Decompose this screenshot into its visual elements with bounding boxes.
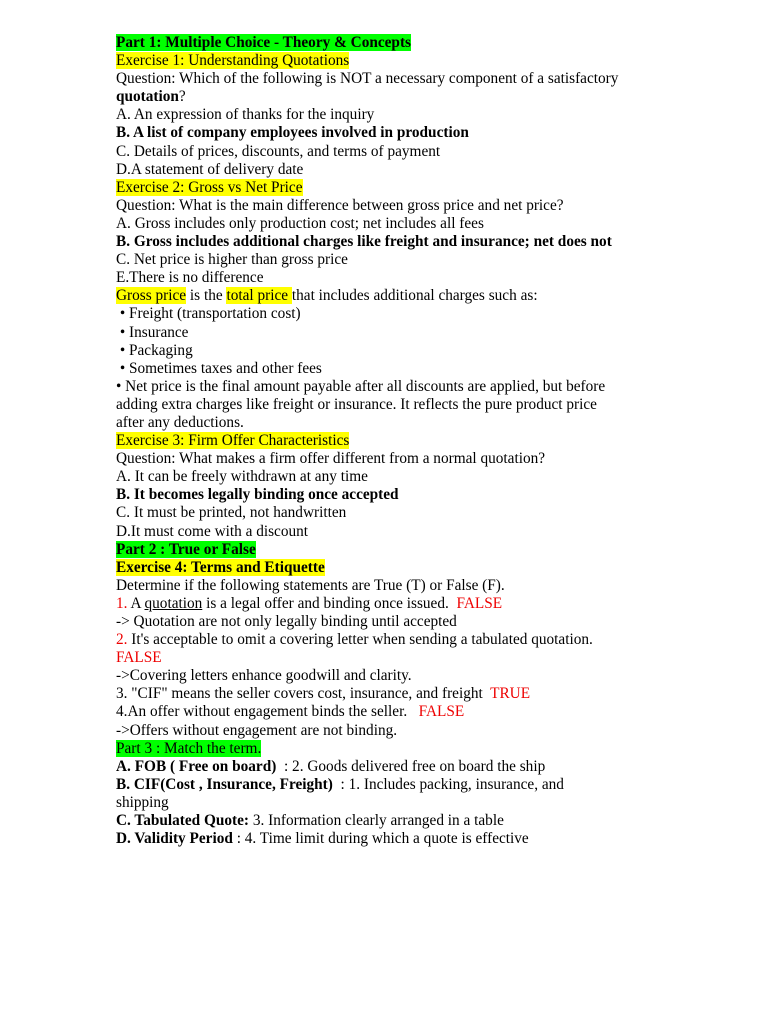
exercise2-question: Question: What is the main difference between gross price and net price? (116, 196, 564, 214)
exercise4-title: Exercise 4: Terms and Etiquette (116, 558, 325, 576)
exercise2-title: Exercise 2: Gross vs Net Price (116, 178, 303, 196)
exercise1-title: Exercise 1: Understanding Quotations (116, 52, 350, 70)
statement-2-explanation: ->Covering letters enhance goodwill and clarity. (116, 667, 412, 685)
exercise3-option-a: A. It can be freely withdrawn at any time (116, 468, 368, 486)
statement-3-answer: TRUE (490, 685, 531, 703)
exercise2-heading (116, 179, 646, 197)
statement-3-text: 3. "CIF" means the seller covers cost, insurance, and freight (116, 685, 491, 703)
statement-1-number: 1. (116, 594, 128, 612)
total-price-term: total price (226, 287, 292, 305)
document-body (116, 34, 646, 848)
gross-price-note (116, 287, 646, 305)
question-text: Question: Which of the following is NOT a necessary component of a satisfactory (116, 70, 619, 88)
exercise3-heading (116, 432, 646, 450)
statement-4-answer: FALSE (418, 703, 465, 721)
exercise1-option-a: A. An expression of thanks for the inquiry (116, 106, 375, 124)
match-item-d (116, 830, 646, 848)
exercise1-heading (116, 52, 646, 70)
statement-2-number: 2. (116, 631, 128, 649)
statement-2-text: It's acceptable to omit a covering letter when sending a tabulated quotation. (127, 631, 593, 649)
match-term-c: C. Tabulated Quote: (116, 812, 250, 830)
part2-title: Part 2 : True or False (116, 540, 256, 558)
statement-1 (116, 595, 646, 613)
exercise1-option-d: D.A statement of delivery date (116, 160, 304, 178)
bullet-insurance: • Insurance (116, 323, 189, 341)
statement-1-pre: A (127, 594, 145, 612)
net-price-note: • Net price is the final amount payable after all discounts are applied, but before adding extra charges like freight or insurance. It reflects the pure product price after any deductions. (116, 377, 606, 431)
exercise3-title: Exercise 3: Firm Offer Characteristics (116, 432, 350, 450)
match-term-d: D. Validity Period (116, 830, 233, 848)
match-definition-a: : 2. Goods delivered free on board the ship (276, 757, 546, 775)
match-term-b: B. CIF(Cost , Insurance, Freight) (116, 775, 333, 793)
statement-4 (116, 703, 646, 721)
statement-1-explanation: -> Quotation are not only legally binding until accepted (116, 613, 457, 630)
exercise3-option-d: D.It must come with a discount (116, 522, 309, 540)
statement-3 (116, 685, 646, 703)
question-mark: ? (178, 88, 186, 106)
exercise2-option-e: E.There is no difference (116, 269, 264, 287)
match-item-a (116, 758, 646, 776)
part1-title: Part 1: Multiple Choice - Theory & Concepts (116, 34, 411, 51)
exercise2-option-c: C. Net price is higher than gross price (116, 251, 348, 269)
exercise3-question: Question: What makes a firm offer different from a normal quotation? (116, 450, 546, 468)
match-definition-d: : 4. Time limit during which a quote is effective (232, 830, 529, 848)
bullet-freight: • Freight (transportation cost) (116, 305, 301, 323)
part2-heading (116, 541, 646, 559)
exercise1-option-b-answer: B. A list of company employees involved in production (116, 124, 469, 142)
exercise1-option-c: C. Details of prices, discounts, and terms of payment (116, 142, 441, 160)
question-keyword: quotation (116, 88, 179, 106)
statement-4-explanation: ->Offers without engagement are not binding. (116, 721, 398, 739)
match-definition-b: : 1. Includes packing, insurance, and shipping (116, 775, 568, 811)
exercise3-option-c: C. It must be printed, not handwritten (116, 504, 347, 522)
exercise4-instructions: Determine if the following statements are True (T) or False (F). (116, 576, 505, 594)
match-item-c (116, 812, 646, 830)
match-term-a: A. FOB ( Free on board) (116, 757, 277, 775)
exercise2-option-b-answer: B. Gross includes additional charges like freight and insurance; net does not (116, 233, 612, 251)
part3-heading (116, 740, 646, 758)
exercise1-question (116, 70, 646, 106)
match-definition-c: 3. Information clearly arranged in a table (249, 812, 504, 830)
note-connector: is the (186, 287, 227, 305)
statement-4-text: 4.An offer without engagement binds the seller. (116, 703, 419, 721)
gross-price-term: Gross price (116, 287, 187, 305)
exercise4-heading (116, 559, 646, 577)
statement-2 (116, 631, 646, 649)
statement-2-answer: FALSE (116, 649, 162, 667)
bullet-taxes: • Sometimes taxes and other fees (116, 359, 322, 377)
match-item-b (116, 776, 616, 812)
statement-1-answer: FALSE (456, 594, 503, 612)
part3-title: Part 3 : Match the term. (116, 739, 262, 757)
statement-1-keyword: quotation (144, 594, 203, 612)
exercise2-option-a: A. Gross includes only production cost; net includes all fees (116, 214, 484, 232)
exercise3-option-b-answer: B. It becomes legally binding once accepted (116, 486, 399, 504)
statement-1-post: is a legal offer and binding once issued. (202, 594, 457, 612)
part1-heading (116, 34, 646, 52)
note-rest: that includes additional charges such as: (291, 287, 538, 305)
bullet-packaging: • Packaging (116, 341, 193, 359)
